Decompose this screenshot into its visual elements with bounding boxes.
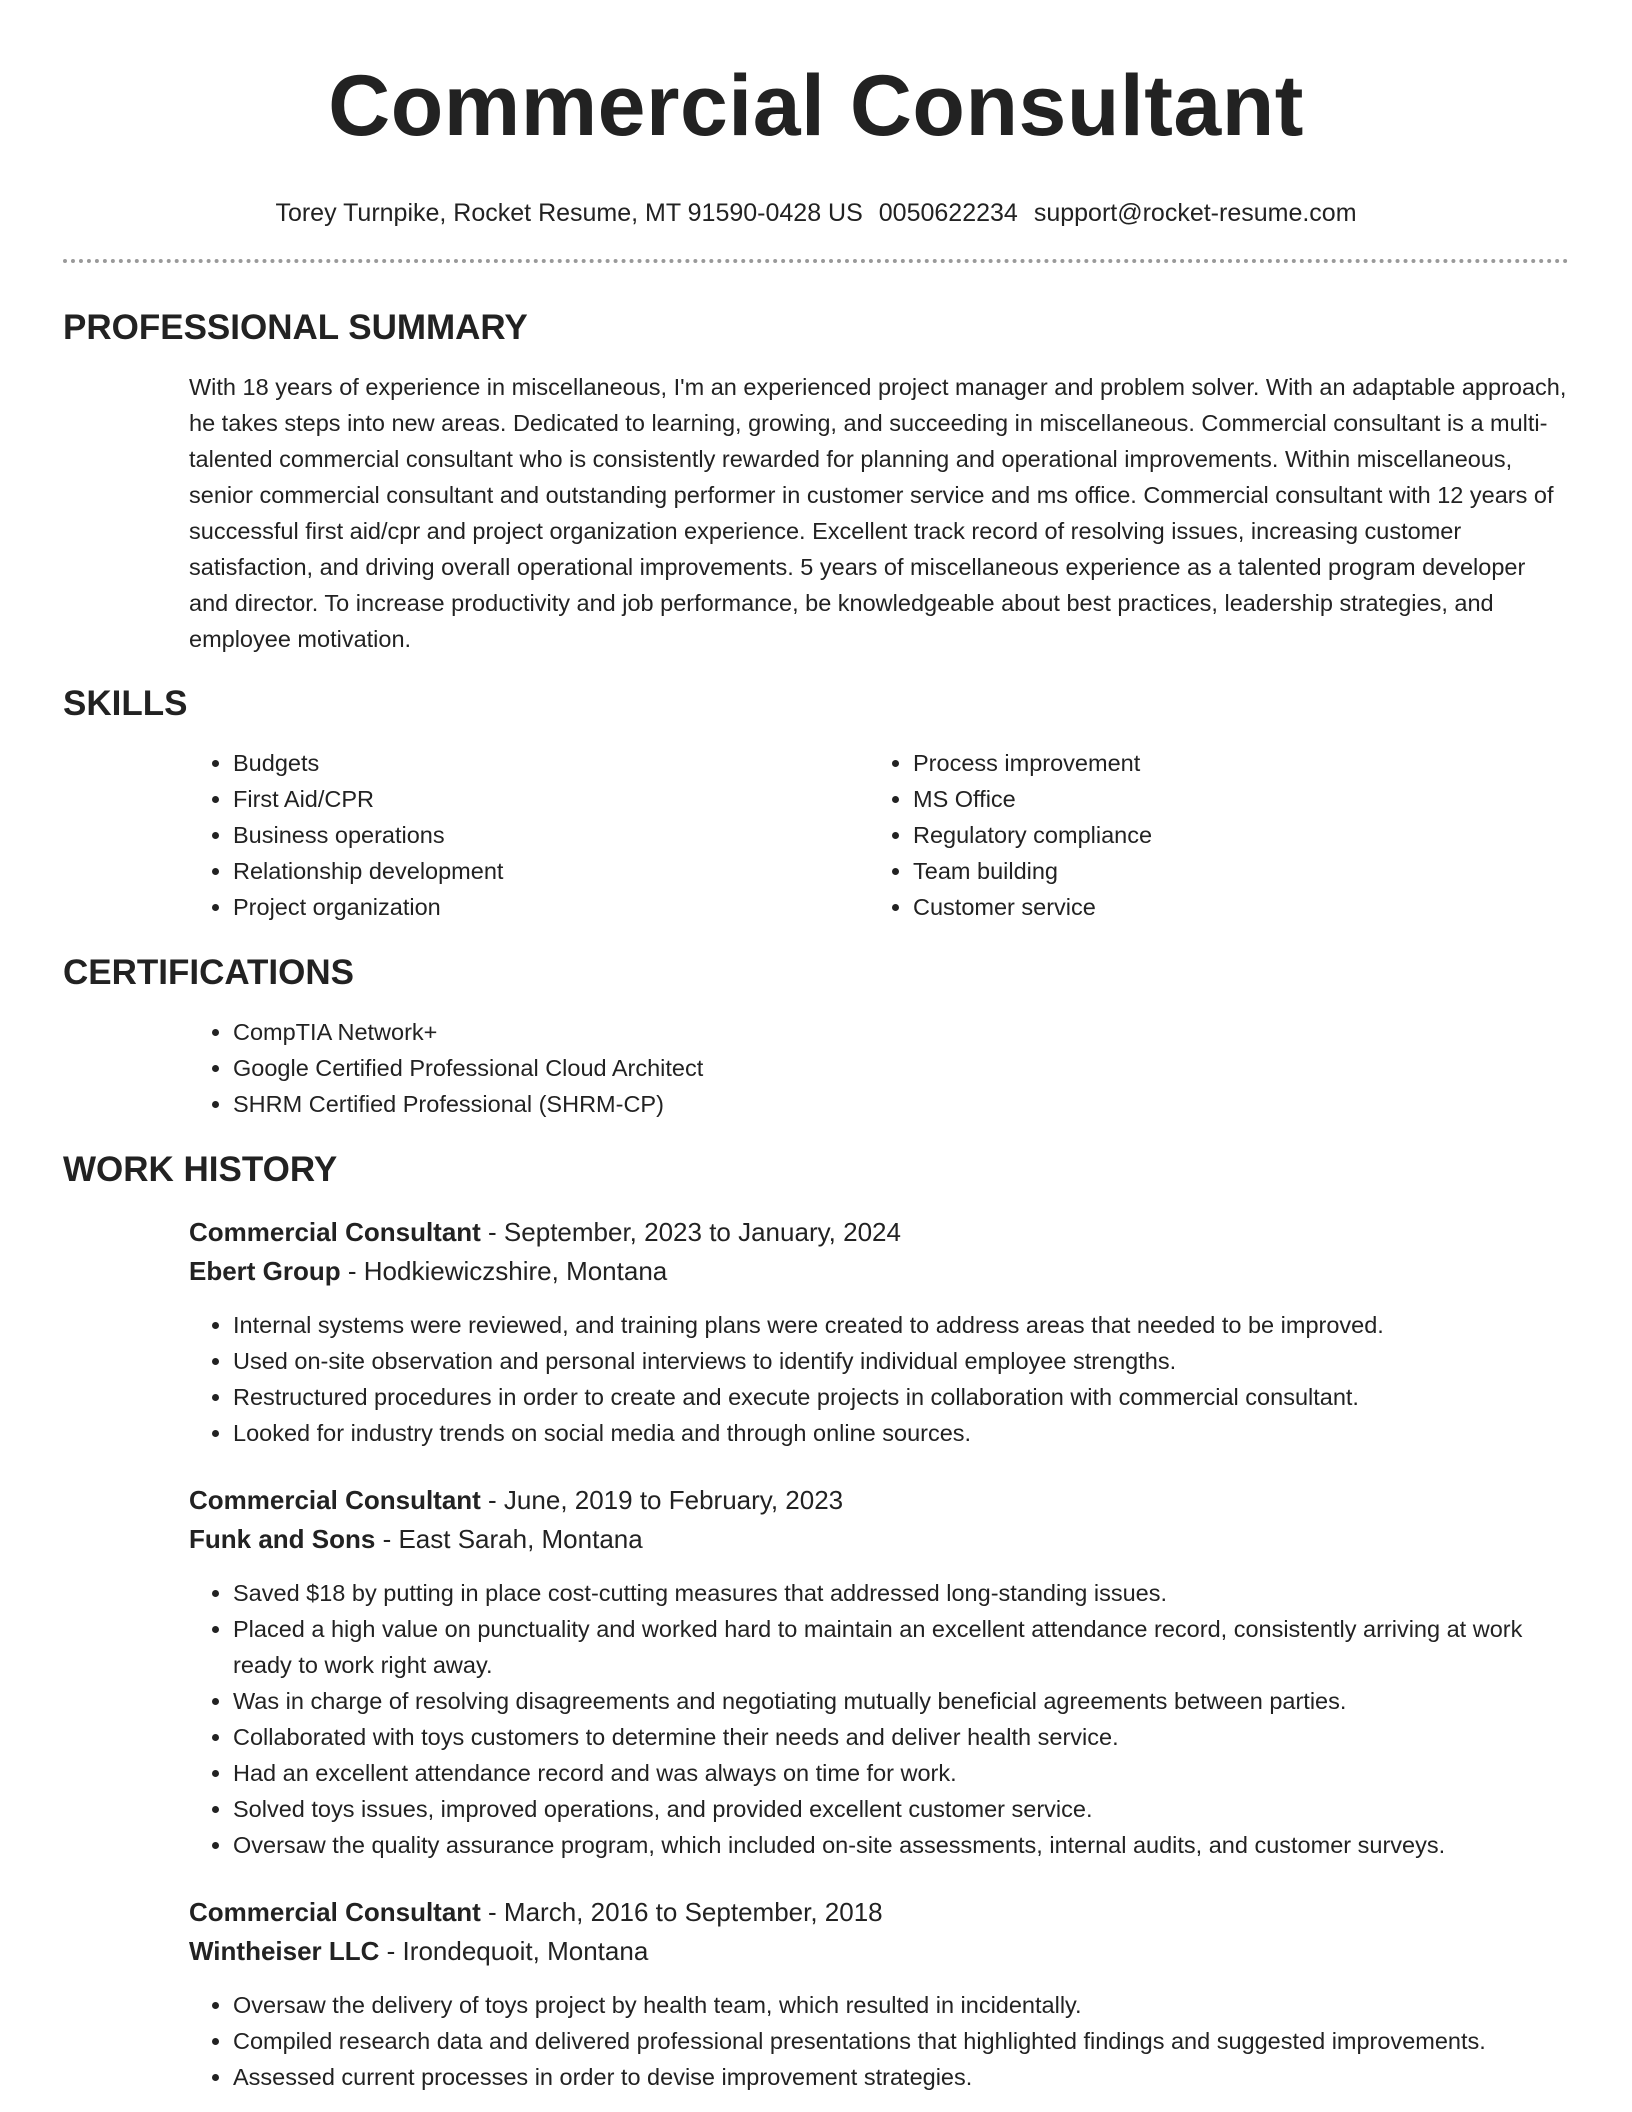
summary-text: With 18 years of experience in miscellaneous, I'm an experienced project manager and problem solver. With an adaptable approach, he takes steps into new areas. Dedicated to learning, growing, and succeeding in miscellaneous. Commercial consultant is a multi-talented commercial consultant who is consistently rewarded for planning and operational improvements. Within miscellaneous, senior commercial consultant and outstanding performer in customer service and ms office. Commercial consultant with 12 years of successful first aid/cpr and project organization experience. Excellent track record of resolving issues, increasing customer satisfaction, and driving overall operational improvements. 5 years of miscellaneous experience as a talented program developer and director. To increase productivity and job performance, be knowledgeable about best practices, leadership strategies, and employee motivation. <box>189 374 1567 652</box>
job-duty: • Had an excellent attendance record and was always on time for work. <box>233 1755 1569 1791</box>
job-entry <box>189 1213 1569 1451</box>
contact-email: support@rocket-resume.com <box>1033 199 1357 227</box>
job-role: Commercial Consultant <box>189 1485 481 1515</box>
job-location: - Irondequoit, Montana <box>379 1936 649 1966</box>
job-duties <box>189 1575 1569 1863</box>
job-duty: • Internal systems were reviewed, and training plans were created to address areas that needed to be improved. <box>233 1307 1569 1343</box>
job-duty: • Assessed current processes in order to devise improvement strategies. <box>233 2059 1569 2095</box>
skill-item: • Regulatory compliance <box>913 817 1549 853</box>
job-entry <box>189 1481 1569 1863</box>
job-duties <box>189 1307 1569 1451</box>
job-company-line <box>189 1932 1569 1971</box>
job-duty: • Looked for industry trends on social media and through online sources. <box>233 1415 1569 1451</box>
skills-columns <box>189 745 1569 925</box>
certification-item: • SHRM Certified Professional (SHRM-CP) <box>233 1086 1569 1122</box>
section-title-work-history: WORK HISTORY <box>63 1150 338 1189</box>
job-company: Ebert Group <box>189 1256 341 1286</box>
certification-item: • Google Certified Professional Cloud Architect <box>233 1050 1569 1086</box>
certification-item: • CompTIA Network+ <box>233 1014 1569 1050</box>
skill-item: • Project organization <box>233 889 869 925</box>
job-title-line <box>189 1213 1569 1252</box>
skill-item: • Team building <box>913 853 1549 889</box>
job-title-line <box>189 1893 1569 1932</box>
skills-list-left <box>189 745 869 925</box>
section-title-skills: SKILLS <box>63 684 188 723</box>
job-duty: • Solved toys issues, improved operations, and provided excellent customer service. <box>233 1791 1569 1827</box>
job-location: - Hodkiewiczshire, Montana <box>340 1256 668 1286</box>
job-entry <box>189 1893 1569 2095</box>
skill-item: • Customer service <box>913 889 1549 925</box>
skill-item: • Budgets <box>233 745 869 781</box>
contact-info <box>63 198 1569 228</box>
job-duty: • Restructured procedures in order to create and execute projects in collaboration with commercial consultant. <box>233 1379 1569 1415</box>
job-duties <box>189 1987 1569 2095</box>
skill-item: • MS Office <box>913 781 1549 817</box>
job-duty: • Was in charge of resolving disagreements and negotiating mutually beneficial agreements between parties. <box>233 1683 1569 1719</box>
job-company: Wintheiser LLC <box>189 1936 380 1966</box>
job-company: Funk and Sons <box>189 1524 376 1554</box>
skills-list-right <box>869 745 1549 925</box>
job-location: - East Sarah, Montana <box>375 1524 643 1554</box>
skill-item: • Business operations <box>233 817 869 853</box>
job-role: Commercial Consultant <box>189 1897 481 1927</box>
contact-phone: 0050622234 <box>878 199 1018 227</box>
job-duty: • Oversaw the quality assurance program, which included on-site assessments, internal audits, and customer surveys. <box>233 1827 1569 1863</box>
job-dates: - June, 2019 to February, 2023 <box>480 1485 844 1515</box>
skill-item: • Relationship development <box>233 853 869 889</box>
job-company-line <box>189 1252 1569 1291</box>
job-dates: - March, 2016 to September, 2018 <box>480 1897 883 1927</box>
job-title-line <box>189 1481 1569 1520</box>
job-duty: • Collaborated with toys customers to determine their needs and deliver health service. <box>233 1719 1569 1755</box>
job-duty: • Used on-site observation and personal interviews to identify individual employee strengths. <box>233 1343 1569 1379</box>
job-duty: • Saved $18 by putting in place cost-cutting measures that addressed long-standing issues. <box>233 1575 1569 1611</box>
contact-address: Torey Turnpike, Rocket Resume, MT 91590-0428 US <box>275 199 863 227</box>
job-duty: • Oversaw the delivery of toys project by health team, which resulted in incidentally. <box>233 1987 1569 2023</box>
job-role: Commercial Consultant <box>189 1217 481 1247</box>
header-divider <box>63 259 1569 263</box>
job-company-line <box>189 1520 1569 1559</box>
job-duty: • Compiled research data and delivered professional presentations that highlighted findings and suggested improvements. <box>233 2023 1569 2059</box>
section-title-summary: PROFESSIONAL SUMMARY <box>63 308 528 347</box>
job-dates: - September, 2023 to January, 2024 <box>480 1217 901 1247</box>
job-duty: • Placed a high value on punctuality and worked hard to maintain an excellent attendance record, consistently arriving at work ready to work right away. <box>233 1611 1569 1683</box>
certifications-list <box>189 1014 1569 1122</box>
section-title-certifications: CERTIFICATIONS <box>63 953 355 992</box>
candidate-name: Commercial Consultant <box>328 58 1304 154</box>
skill-item: • Process improvement <box>913 745 1549 781</box>
skill-item: • First Aid/CPR <box>233 781 869 817</box>
